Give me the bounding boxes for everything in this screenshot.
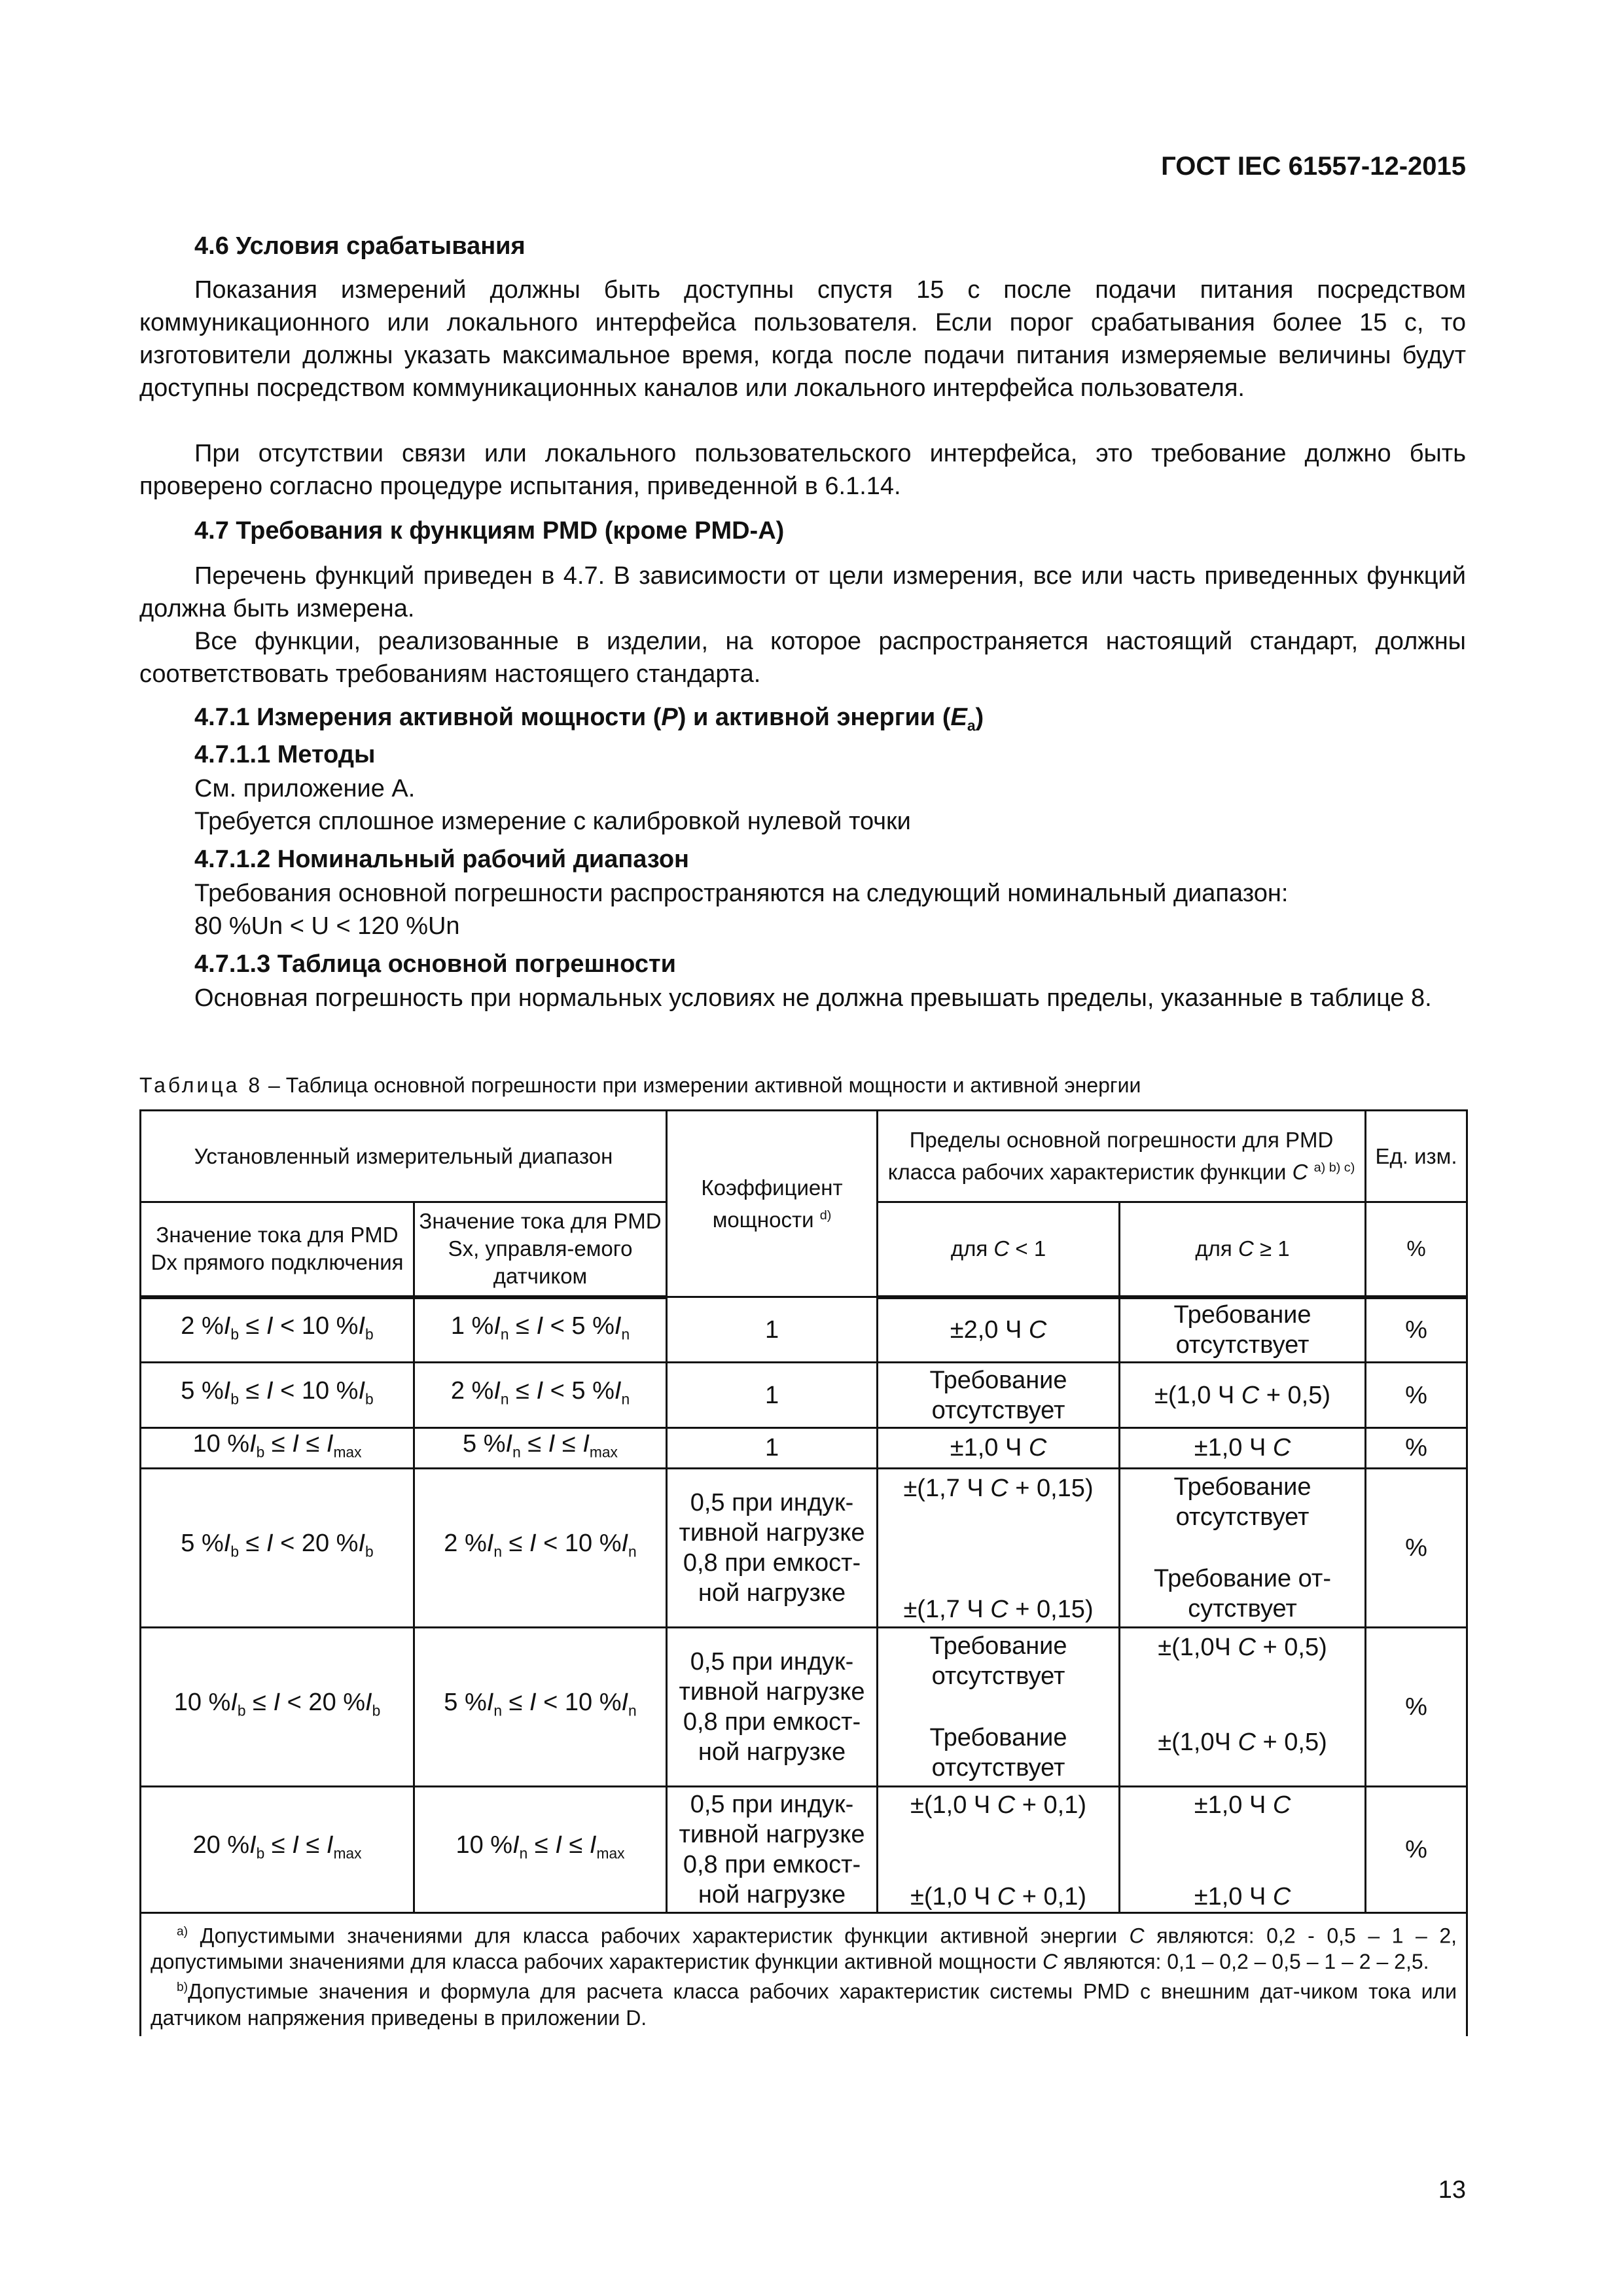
row5-unit: % — [1366, 1627, 1467, 1786]
row6-sx: 10 $\%I_n \le I \le I_{max}$ — [414, 1786, 667, 1912]
section-4-6-paragraph-1: Показания измерений должны быть доступны спустя 15 с после подачи питания посредством коммуникационного или локального интерфейса пользователя. Если порог срабатывания более 15 с, то изготовители должны указать максимальное время, когда после подачи питания измеряемые величины будут доступны посредством коммуникационных каналов или локального интерфейса пользователя. — [139, 276, 1466, 402]
section-4-7-1-title: 4.7.1 Измерения активной мощности (P) и активной энергии $(E_a)$ — [194, 704, 984, 734]
row6-c-ge: ±1,0 Ч C ±1,0 Ч C — [1120, 1786, 1366, 1912]
row2-unit: % — [1366, 1363, 1467, 1428]
header-sx-current: Значение тока для PMD Sx, управля-емого датчиком — [414, 1202, 667, 1297]
table-notes — [141, 1912, 1467, 2036]
row2-coef: 1 — [667, 1363, 878, 1428]
row4-dx: 5 $\%I_b \le I < 20$ $\%I_b$ — [141, 1468, 414, 1627]
row3-unit: % — [1366, 1428, 1467, 1469]
note-a: $^{a)}$ Допустимыми значениями для класса рабочих характеристик функции активной энергии C являются: 0,2 - 0,5 – 1 – 2, допустимыми значениями для класса рабочих характеристик функции активной мощности C являются: 0,1 – 0,2 – 0,5 – 1 – 2 – 2,5. — [151, 1924, 1457, 1974]
row5-coef: 0,5 при индук-тивной нагрузке 0,8 при емкост-ной нагрузке — [667, 1627, 878, 1786]
row2-sx: 2 $\%I_n \le I < 5$ $\%I_n$ — [414, 1363, 667, 1428]
header-unit-pct: % — [1366, 1202, 1467, 1297]
row4-c-lt: ±(1,7 Ч C + 0,15) ±(1,7 Ч C + 0,15) — [878, 1468, 1120, 1627]
row1-c-lt: ±2,0 Ч C — [878, 1297, 1120, 1363]
methods-line-2: Требуется сплошное измерение с калибровкой нулевой точки — [194, 808, 911, 835]
note-b: $^{b)}$Допустимые значения и формула для расчета класса рабочих характеристик системы PMD с внешним дат-чиком тока или датчиком напряжения приведены в приложении D. — [151, 1979, 1457, 2030]
row6-dx: 20 $\%I_b \le I \le I_{max}$ — [141, 1786, 414, 1912]
document-id: ГОСТ IEC 61557-12-2015 — [1161, 152, 1466, 181]
error-limits-table — [139, 1109, 1468, 2036]
row1-unit: % — [1366, 1297, 1467, 1363]
row1-c-ge: Требование отсутствует — [1120, 1297, 1366, 1363]
row5-c-ge: ±(1,0Ч C + 0,5) ±(1,0Ч C + 0,5) — [1120, 1627, 1366, 1786]
header-unit: Ед. изм. — [1366, 1111, 1467, 1202]
row3-dx: 10 $\%I_b \le I \le I_{max}$ — [141, 1428, 414, 1469]
row3-c-lt: ±1,0 Ч C — [878, 1428, 1120, 1469]
section-4-7-paragraph-1: Перечень функций приведен в 4.7. В зависимости от цели измерения, все или часть приведенных функций должна быть измерена. — [139, 562, 1466, 622]
row6-unit: % — [1366, 1786, 1467, 1912]
row2-c-ge: ±(1,0 Ч C + 0,5) — [1120, 1363, 1366, 1428]
table-caption: Таблица 8 – Таблица основной погрешности при измерении активной мощности и активной энергии — [139, 1073, 1141, 1097]
header-power-factor: Коэффициент мощности $^{d)}$ — [667, 1111, 878, 1297]
section-4-6-title: 4.6 Условия срабатывания — [194, 232, 526, 260]
header-c-less-1: для C < 1 — [878, 1202, 1120, 1297]
row6-coef: 0,5 при индук-тивной нагрузке 0,8 при емкост-ной нагрузке — [667, 1786, 878, 1912]
header-c-ge-1: для C ≥ 1 — [1120, 1202, 1366, 1297]
section-4-7-title: 4.7 Требования к функциям PMD (кроме PMD-A) — [194, 517, 785, 545]
row4-unit: % — [1366, 1468, 1467, 1627]
header-measuring-range: Установленный измерительный диапазон — [141, 1111, 667, 1202]
row5-sx: 5 $\%I_n \le I < 10$ $\%I_n$ — [414, 1627, 667, 1786]
row1-sx: 1 $\%I_n \le I < 5$ $\%I_n$ — [414, 1297, 667, 1363]
row3-sx: 5 $\%I_n \le I \le I_{max}$ — [414, 1428, 667, 1469]
row3-c-ge: ±1,0 Ч C — [1120, 1428, 1366, 1469]
row6-c-lt: ±(1,0 Ч C + 0,1) ±(1,0 Ч C + 0,1) — [878, 1786, 1120, 1912]
section-4-7-1-3-title: 4.7.1.3 Таблица основной погрешности — [194, 950, 676, 978]
methods-line-1: См. приложение А. — [194, 775, 416, 802]
header-dx-current: Значение тока для PMD Dx прямого подключения — [141, 1202, 414, 1297]
row3-coef: 1 — [667, 1428, 878, 1469]
range-line-1: Требования основной погрешности распространяются на следующий номинальный диапазон: — [194, 880, 1289, 907]
row5-dx: 10 $\%I_b \le I < 20$ $\%I_b$ — [141, 1627, 414, 1786]
section-4-7-1-2-title: 4.7.1.2 Номинальный рабочий диапазон — [194, 846, 689, 873]
row4-sx: 2 $\%I_n \le I < 10$ $\%I_n$ — [414, 1468, 667, 1627]
row2-c-lt: Требование отсутствует — [878, 1363, 1120, 1428]
header-error-limits: Пределы основной погрешности для PMD класса рабочих характеристик функции C $^{a) b) c)}$ — [878, 1111, 1366, 1202]
section-4-7-paragraph-2: Все функции, реализованные в изделии, на которое распространяется настоящий стандарт, должны соответствовать требованиям настоящего стандарта. — [139, 628, 1466, 688]
page-number: 13 — [1438, 2176, 1466, 2204]
row4-coef: 0,5 при индук-тивной нагрузке 0,8 при емкост-ной нагрузке — [667, 1468, 878, 1627]
row5-c-lt: Требование отсутствует Требование отсутствует — [878, 1627, 1120, 1786]
row2-dx: 5 $\%I_b \le I < 10$ $\%I_b$ — [141, 1363, 414, 1428]
section-4-6-paragraph-2: При отсутствии связи или локального пользовательского интерфейса, это требование должно быть проверено согласно процедуре испытания, приведенной в 6.1.14. — [139, 440, 1466, 500]
row1-coef: 1 — [667, 1297, 878, 1363]
section-4-7-1-1-title: 4.7.1.1 Методы — [194, 741, 376, 768]
row1-dx: 2 $\%I_b \le I < 10$ $\%I_b$ — [141, 1297, 414, 1363]
section-4-7-1-3-paragraph: Основная погрешность при нормальных условиях не должна превышать пределы, указанные в таблице 8. — [194, 984, 1432, 1012]
row4-c-ge: Требование отсутствует Требование от-сутствует — [1120, 1468, 1366, 1627]
range-formula: 80 %Un < U < 120 %Un — [194, 912, 460, 940]
